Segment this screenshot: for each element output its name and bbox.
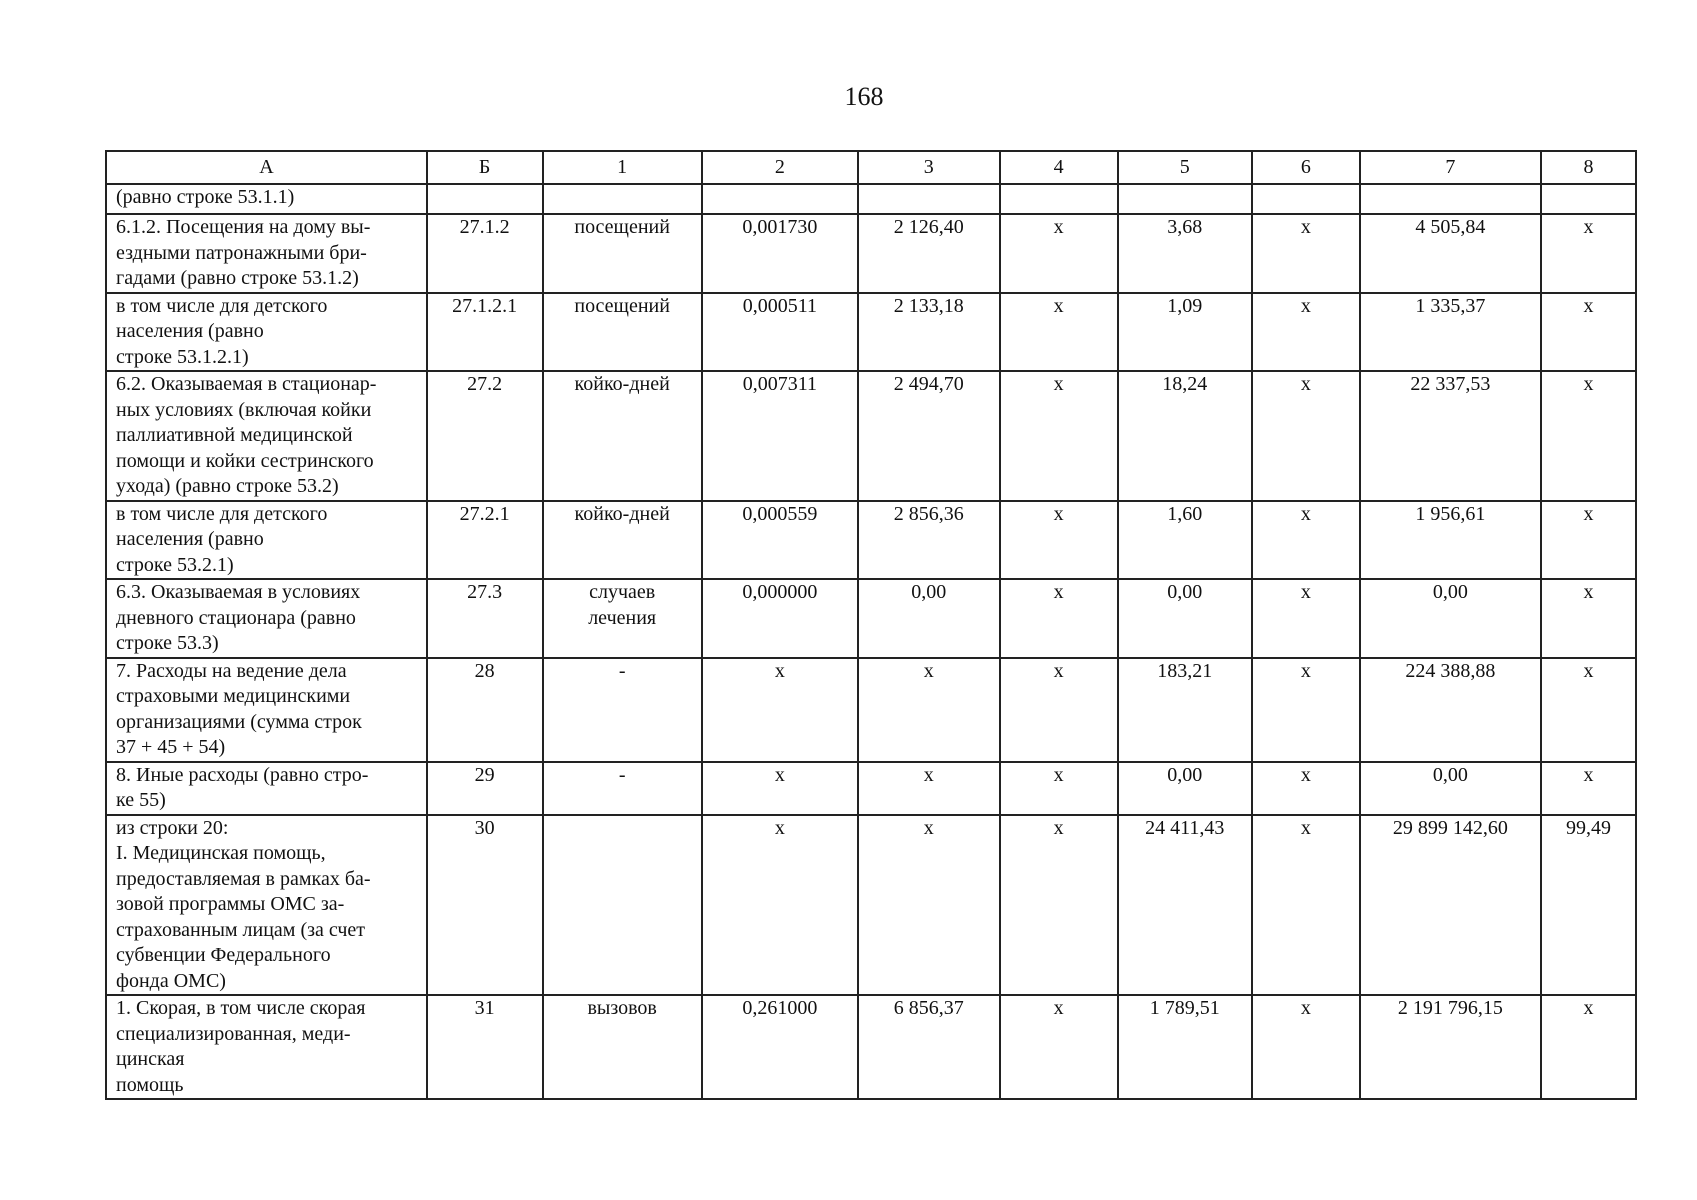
table-cell xyxy=(543,579,702,658)
table-cell xyxy=(1541,501,1636,580)
table-cell xyxy=(1252,371,1360,501)
cell-text: 0,001730 xyxy=(742,216,818,238)
row-label-cell xyxy=(106,371,427,501)
cell-text: 183,21 xyxy=(1157,659,1213,682)
cell-text: 2 191 796,15 xyxy=(1397,997,1503,1019)
table-cell xyxy=(1118,293,1252,372)
cell-text: случаев лечения xyxy=(588,581,657,629)
cell-text: 0,000000 xyxy=(742,581,818,603)
cell-text: x xyxy=(1053,816,1064,839)
table-cell xyxy=(1000,995,1118,1099)
cell-text: 30 xyxy=(474,816,495,839)
cell-text: x xyxy=(1053,216,1064,238)
row-label-cell xyxy=(106,658,427,762)
cell-text: x xyxy=(1583,581,1594,603)
table-cell xyxy=(1360,371,1541,501)
cell-text: 0,261000 xyxy=(742,997,818,1019)
cell-text: 27.3 xyxy=(467,581,503,603)
table-cell xyxy=(1252,214,1360,293)
table-cell xyxy=(1000,658,1118,762)
cell-text: x xyxy=(1300,216,1311,238)
column-header: 4 xyxy=(1000,151,1118,184)
column-header: 8 xyxy=(1541,151,1636,184)
cell-text: 1,60 xyxy=(1167,502,1203,525)
cell-text: - xyxy=(618,659,626,682)
row-label-cell xyxy=(106,214,427,293)
cell-text: - xyxy=(618,763,626,786)
row-label-cell xyxy=(106,995,427,1099)
cell-text: 27.1.2.1 xyxy=(452,294,518,317)
cell-text: x xyxy=(774,816,785,839)
table-cell xyxy=(543,762,702,815)
table-cell xyxy=(1000,579,1118,658)
cell-text: x xyxy=(774,763,785,786)
table-cell xyxy=(1118,658,1252,762)
cell-text: 27.2 xyxy=(467,373,503,395)
column-header: 1 xyxy=(543,151,702,184)
table-cell xyxy=(702,501,858,580)
cell-text: x xyxy=(1053,502,1064,525)
table-row xyxy=(106,579,1636,658)
table-cell xyxy=(1118,995,1252,1099)
table-cell xyxy=(427,293,543,372)
table-cell xyxy=(543,214,702,293)
cell-text: 24 411,43 xyxy=(1145,816,1225,839)
table-header xyxy=(106,151,1636,184)
table-cell xyxy=(702,658,858,762)
cell-text: x xyxy=(923,816,934,839)
table-cell xyxy=(427,658,543,762)
cell-text: x xyxy=(1053,294,1064,317)
cell-text: 29 xyxy=(474,763,495,786)
table-cell xyxy=(1252,762,1360,815)
cell-text: x xyxy=(1300,997,1311,1019)
cell-text: вызовов xyxy=(587,997,657,1019)
row-label-cell xyxy=(106,762,427,815)
cell-text: 6 856,37 xyxy=(893,997,964,1019)
table-cell xyxy=(702,762,858,815)
cell-text: x xyxy=(774,659,785,682)
cell-text: x xyxy=(1300,373,1311,395)
cell-text: x xyxy=(1053,763,1064,786)
table-row xyxy=(106,293,1636,372)
column-header: 7 xyxy=(1360,151,1541,184)
table-cell xyxy=(427,995,543,1099)
table-cell xyxy=(1360,293,1541,372)
cell-text: в том числе для детского населения (равно строке 53.1.2.1) xyxy=(116,294,328,368)
cell-text: x xyxy=(1583,373,1594,395)
column-header: 2 xyxy=(702,151,858,184)
cell-text: x xyxy=(1583,216,1594,238)
table-cell xyxy=(1118,214,1252,293)
table-cell xyxy=(1000,214,1118,293)
cell-text: 2 126,40 xyxy=(893,216,964,238)
cell-text: x xyxy=(1583,997,1594,1019)
table-cell xyxy=(858,995,1000,1099)
cell-text: x xyxy=(1300,816,1311,839)
column-header: А xyxy=(106,151,427,184)
cell-text: 2 856,36 xyxy=(893,502,964,525)
table-cell xyxy=(543,184,702,214)
table-cell xyxy=(1541,815,1636,996)
cell-text: 28 xyxy=(474,659,495,682)
row-label-cell xyxy=(106,579,427,658)
table-cell xyxy=(702,293,858,372)
table-cell xyxy=(1000,293,1118,372)
table-row xyxy=(106,371,1636,501)
table-cell xyxy=(1360,214,1541,293)
table-cell xyxy=(858,293,1000,372)
table-cell xyxy=(1541,371,1636,501)
table-cell xyxy=(427,214,543,293)
table-cell xyxy=(1360,501,1541,580)
cell-text: 0,00 xyxy=(911,581,947,603)
cell-text: посещений xyxy=(574,216,670,238)
cell-text: из строки 20: I. Медицинская помощь, предоставляемая в рамках ба- зовой программы ОМС за- страхованным лицам (за счет субвенции Федерального фонда ОМС) xyxy=(116,816,371,992)
table-cell xyxy=(543,293,702,372)
cell-text: x xyxy=(1053,373,1064,395)
table-cell xyxy=(543,658,702,762)
table-cell xyxy=(1360,815,1541,996)
table-cell xyxy=(1118,371,1252,501)
cell-text: x xyxy=(1300,581,1311,603)
table-cell xyxy=(1541,658,1636,762)
table-cell xyxy=(1252,658,1360,762)
cell-text: 29 899 142,60 xyxy=(1392,816,1508,839)
table-cell xyxy=(427,184,543,214)
table-cell xyxy=(1360,579,1541,658)
table-cell xyxy=(858,501,1000,580)
table-cell xyxy=(1541,995,1636,1099)
table-cell xyxy=(1360,658,1541,762)
cell-text: x xyxy=(1053,997,1064,1019)
table-cell xyxy=(702,579,858,658)
cell-text: 224 388,88 xyxy=(1405,659,1496,682)
cell-text: 2 494,70 xyxy=(893,373,964,395)
table-cell xyxy=(1252,579,1360,658)
row-label-cell xyxy=(106,501,427,580)
table-cell xyxy=(858,214,1000,293)
table-row xyxy=(106,501,1636,580)
cell-text: 0,00 xyxy=(1167,763,1203,786)
cell-text: 6.1.2. Посещения на дому вы- ездными патронажными бри- гадами (равно строке 53.1.2) xyxy=(116,216,371,289)
cell-text: в том числе для детского населения (равно строке 53.2.1) xyxy=(116,502,328,576)
page-number: 168 xyxy=(844,82,884,111)
cell-text: 8. Иные расходы (равно стро- ке 55) xyxy=(116,763,369,811)
table-cell xyxy=(858,762,1000,815)
table-cell xyxy=(427,762,543,815)
column-header: Б xyxy=(427,151,543,184)
table-cell xyxy=(1252,815,1360,996)
data-table xyxy=(105,150,1637,1100)
cell-text: койко-дней xyxy=(574,373,670,395)
table-cell xyxy=(1541,214,1636,293)
table-cell xyxy=(427,579,543,658)
cell-text: x xyxy=(1300,294,1311,317)
cell-text: 4 505,84 xyxy=(1415,216,1486,238)
cell-text: x xyxy=(1583,294,1594,317)
table-cell xyxy=(702,214,858,293)
cell-text: 31 xyxy=(474,997,495,1019)
table-row xyxy=(106,658,1636,762)
table-body xyxy=(106,184,1636,1099)
cell-text: 27.2.1 xyxy=(459,502,510,525)
cell-text: 1 789,51 xyxy=(1149,997,1220,1019)
column-header: 6 xyxy=(1252,151,1360,184)
table-cell xyxy=(1252,995,1360,1099)
cell-text: x xyxy=(1300,502,1311,525)
cell-text: 6.2. Оказываемая в стационар- ных условиях (включая койки паллиативной медицинской помощи и койки сестринского ухода) (равно строке 53.2) xyxy=(116,373,377,497)
table-cell xyxy=(1360,184,1541,214)
table-row xyxy=(106,214,1636,293)
table-cell xyxy=(1118,579,1252,658)
cell-text: x xyxy=(1583,659,1594,682)
table-cell xyxy=(1541,579,1636,658)
row-label-cell xyxy=(106,815,427,996)
table-cell xyxy=(858,579,1000,658)
table-cell xyxy=(543,371,702,501)
table-row xyxy=(106,762,1636,815)
table-cell xyxy=(1000,501,1118,580)
row-label-cell xyxy=(106,293,427,372)
table-cell xyxy=(1360,762,1541,815)
cell-text: x xyxy=(923,659,934,682)
cell-text: x xyxy=(923,763,934,786)
table-cell xyxy=(1000,762,1118,815)
cell-text: 0,00 xyxy=(1167,581,1203,603)
cell-text: x xyxy=(1300,659,1311,682)
table-cell xyxy=(1000,371,1118,501)
table-cell xyxy=(543,995,702,1099)
cell-text: x xyxy=(1583,502,1594,525)
table-cell xyxy=(1252,293,1360,372)
table-cell xyxy=(1252,184,1360,214)
table-row xyxy=(106,184,1636,214)
table-cell xyxy=(1541,293,1636,372)
column-header: 3 xyxy=(858,151,1000,184)
table-row xyxy=(106,815,1636,996)
table-cell xyxy=(1118,815,1252,996)
table-cell xyxy=(702,184,858,214)
row-label-cell xyxy=(106,184,427,214)
table-cell xyxy=(1118,762,1252,815)
table-cell xyxy=(858,815,1000,996)
cell-text: посещений xyxy=(574,294,670,317)
table-cell xyxy=(1000,815,1118,996)
cell-text: x xyxy=(1053,581,1064,603)
cell-text: 1 956,61 xyxy=(1415,502,1486,525)
cell-text: 18,24 xyxy=(1162,373,1208,395)
cell-text: 0,00 xyxy=(1432,581,1468,603)
table-cell xyxy=(543,501,702,580)
cell-text: 22 337,53 xyxy=(1410,373,1491,395)
cell-text: (равно строке 53.1.1) xyxy=(116,186,295,208)
table-cell xyxy=(702,995,858,1099)
cell-text: 0,000559 xyxy=(742,502,818,525)
table-cell xyxy=(858,658,1000,762)
table-cell xyxy=(1252,501,1360,580)
table-cell xyxy=(543,815,702,996)
table-cell xyxy=(427,371,543,501)
table-cell xyxy=(1541,762,1636,815)
cell-text: 1,09 xyxy=(1167,294,1203,317)
table-cell xyxy=(702,815,858,996)
table-cell xyxy=(1000,184,1118,214)
table-cell xyxy=(858,184,1000,214)
cell-text: x xyxy=(1300,763,1311,786)
cell-text: 1 335,37 xyxy=(1415,294,1486,317)
cell-text: 7. Расходы на ведение дела страховыми медицинскими организациями (сумма строк 37 + 45 + 54) xyxy=(116,659,362,758)
table-row xyxy=(106,995,1636,1099)
cell-text: 3,68 xyxy=(1167,216,1203,238)
cell-text: x xyxy=(1583,763,1594,786)
cell-text: 1. Скорая, в том числе скорая специализированная, меди- цинская помощь xyxy=(116,997,366,1096)
table-cell xyxy=(1541,184,1636,214)
cell-text: 6.3. Оказываемая в условиях дневного стационара (равно строке 53.3) xyxy=(116,581,361,654)
table-cell xyxy=(427,815,543,996)
cell-text: 2 133,18 xyxy=(893,294,964,317)
table-cell xyxy=(1118,184,1252,214)
header-row xyxy=(106,151,1636,184)
cell-text: койко-дней xyxy=(574,502,670,525)
table-cell xyxy=(702,371,858,501)
table-cell xyxy=(427,501,543,580)
cell-text: 0,000511 xyxy=(742,294,817,317)
table-cell xyxy=(1118,501,1252,580)
cell-text: 27.1.2 xyxy=(459,216,510,238)
cell-text: x xyxy=(1053,659,1064,682)
table-cell xyxy=(858,371,1000,501)
table-cell xyxy=(1360,995,1541,1099)
cell-text: 99,49 xyxy=(1565,816,1611,839)
cell-text: 0,00 xyxy=(1432,763,1468,786)
column-header: 5 xyxy=(1118,151,1252,184)
cell-text: 0,007311 xyxy=(742,373,817,395)
